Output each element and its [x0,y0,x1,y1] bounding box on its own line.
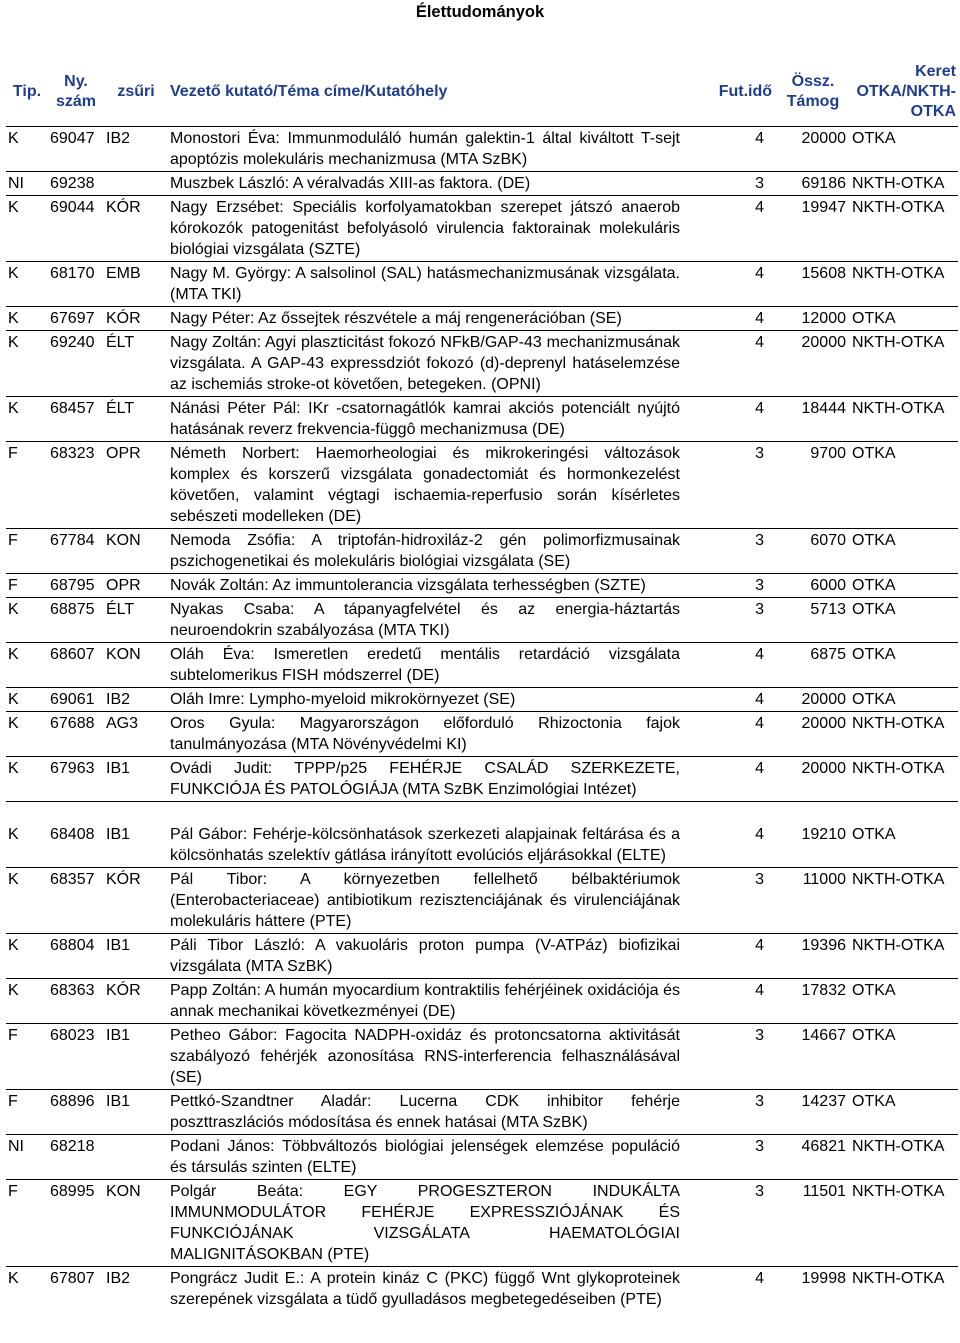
cell-total-support: 14667 [778,1024,848,1090]
cell-total-support: 20000 [778,688,848,712]
cell-budget: OTKA [848,643,958,688]
cell-duration: 4 [688,757,778,802]
cell-title: Novák Zoltán: Az immuntolerancia vizsgálata terhességben (SZTE) [168,574,688,598]
cell-number: 67697 [48,307,104,331]
cell-number: 69044 [48,196,104,262]
cell-type: K [6,196,48,262]
cell-total-support: 14237 [778,1090,848,1135]
cell-budget: NKTH-OTKA [848,1180,958,1267]
header-budget-line1: Keret [915,63,956,80]
cell-title: Ovádi Judit: TPPP/p25 FEHÉRJE CSALÁD SZERKEZETE, FUNKCIÓJA ÉS PATOLÓGIÁJA (MTA SzBK Enzimológiai Intézet) [168,757,688,802]
cell-type: K [6,331,48,397]
cell-zsuri: IB2 [104,1267,168,1312]
cell-number: 68995 [48,1180,104,1267]
cell-title: Nemoda Zsófia: A triptofán-hidroxiláz-2 gén polimorfizmusainak pszichogenetikai és molekuláris biológiai vizsgálata (SE) [168,529,688,574]
cell-budget: NKTH-OTKA [848,196,958,262]
cell-total-support: 20000 [778,331,848,397]
cell-zsuri: IB1 [104,802,168,868]
cell-title: Pettkó-Szandtner Aladár: Lucerna CDK inhibitor fehérje poszttraszlációs módosítása és ennek hatásai (MTA SzBK) [168,1090,688,1135]
cell-budget: NKTH-OTKA [848,1135,958,1180]
cell-number: 69238 [48,172,104,196]
cell-type: K [6,979,48,1024]
cell-duration: 4 [688,934,778,979]
cell-number: 68607 [48,643,104,688]
cell-budget: OTKA [848,1090,958,1135]
cell-type: NI [6,172,48,196]
table-row [6,262,958,307]
cell-type: K [6,598,48,643]
cell-number: 68457 [48,397,104,442]
cell-budget: NKTH-OTKA [848,1267,958,1312]
cell-duration: 3 [688,574,778,598]
cell-number: 69061 [48,688,104,712]
table-row [6,1267,958,1312]
cell-number: 69047 [48,127,104,172]
table-header-row [6,58,958,127]
table-row [6,688,958,712]
cell-budget: NKTH-OTKA [848,331,958,397]
cell-type: K [6,934,48,979]
cell-duration: 4 [688,1267,778,1312]
cell-type: K [6,643,48,688]
cell-duration: 4 [688,262,778,307]
cell-number: 67963 [48,757,104,802]
cell-zsuri: ÉLT [104,331,168,397]
cell-duration: 4 [688,196,778,262]
header-duration: Fut.idő [688,58,778,127]
cell-duration: 4 [688,397,778,442]
cell-title: Podani János: Többváltozós biológiai jelenségek elemzése populáció és társulás szinten (ELTE) [168,1135,688,1180]
cell-zsuri: KON [104,643,168,688]
cell-title: Pál Tibor: A környezetben fellelhető bélbaktériumok (Enterobacteriaceae) antibiotikum rezisztenciájának és virulenciájának molekuláris háttere (PTE) [168,868,688,934]
table-row [6,979,958,1024]
cell-number: 68170 [48,262,104,307]
header-number-line2: szám [55,93,97,110]
header-total-line2: Támog [786,93,840,110]
header-total-support [778,58,848,127]
cell-number: 68408 [48,802,104,868]
cell-duration: 4 [688,331,778,397]
cell-duration: 4 [688,127,778,172]
cell-title: Monostori Éva: Immunmoduláló humán galektin-1 által kiváltott T-sejt apoptózis molekuláris mechanizmusa (MTA SzBK) [168,127,688,172]
cell-zsuri: KÓR [104,307,168,331]
cell-zsuri: IB1 [104,1090,168,1135]
table-row [6,802,958,868]
cell-number: 68323 [48,442,104,529]
cell-duration: 3 [688,442,778,529]
cell-title: Nagy Péter: Az őssejtek részvétele a máj rengenerációban (SE) [168,307,688,331]
cell-title: Nagy M. György: A salsolinol (SAL) hatásmechanizmusának vizsgálata. (MTA TKI) [168,262,688,307]
cell-title: Oláh Éva: Ismeretlen eredetű mentális retardáció vizsgálata subtelomerikus FISH módszerrel (DE) [168,643,688,688]
header-number-line1: Ny. [64,73,88,90]
cell-total-support: 20000 [778,712,848,757]
cell-total-support: 11501 [778,1180,848,1267]
cell-title: Oros Gyula: Magyarországon előforduló Rhizoctonia fajok tanulmányozása (MTA Növényvédelmi KI) [168,712,688,757]
table-row [6,1024,958,1090]
cell-title: Németh Norbert: Haemorheologiai és mikrokeringési változások komplex és korszerű vizsgálata gonadectomiát és hormonkezelést követően, valamint végtagi ischaemia-reperfusio során kísérletes sebészeti modelleken (DE) [168,442,688,529]
cell-type: K [6,127,48,172]
cell-total-support: 20000 [778,127,848,172]
cell-number: 68875 [48,598,104,643]
cell-title: Nyakas Csaba: A tápanyagfelvétel és az energia-háztartás neuroendokrin szabályozása (MTA TKI) [168,598,688,643]
table-row [6,127,958,172]
cell-type: K [6,397,48,442]
cell-total-support: 19947 [778,196,848,262]
cell-budget: OTKA [848,688,958,712]
table-row [6,529,958,574]
cell-zsuri: IB1 [104,934,168,979]
cell-number: 68804 [48,934,104,979]
cell-zsuri: ÉLT [104,397,168,442]
cell-title: Nánási Péter Pál: IKr -csatornagátlók kamrai akciós potenciált nyújtó hatásának reverz frekvencia-függô mechanizmusa (DE) [168,397,688,442]
cell-duration: 4 [688,643,778,688]
cell-duration: 3 [688,172,778,196]
header-total-line1: Össz. [791,73,835,90]
cell-total-support: 19210 [778,802,848,868]
cell-total-support: 12000 [778,307,848,331]
cell-budget: OTKA [848,574,958,598]
cell-type: K [6,868,48,934]
cell-total-support: 18444 [778,397,848,442]
cell-total-support: 69186 [778,172,848,196]
table-body [6,127,958,1312]
cell-zsuri: OPR [104,574,168,598]
cell-zsuri [104,172,168,196]
table-row [6,1135,958,1180]
cell-type: K [6,307,48,331]
cell-zsuri: OPR [104,442,168,529]
table-row [6,934,958,979]
cell-number: 68218 [48,1135,104,1180]
cell-budget: NKTH-OTKA [848,172,958,196]
cell-title: Oláh Imre: Lympho-myeloid mikrokörnyezet (SE) [168,688,688,712]
cell-total-support: 9700 [778,442,848,529]
cell-duration: 4 [688,802,778,868]
cell-total-support: 19396 [778,934,848,979]
cell-budget: NKTH-OTKA [848,868,958,934]
cell-duration: 4 [688,688,778,712]
cell-zsuri: KON [104,529,168,574]
table-row [6,1090,958,1135]
cell-total-support: 6070 [778,529,848,574]
table-row [6,757,958,802]
cell-zsuri: IB2 [104,688,168,712]
cell-total-support: 17832 [778,979,848,1024]
cell-title: Páli Tibor László: A vakuoláris proton pumpa (V-ATPáz) biofizikai vizsgálata (MTA SzBK) [168,934,688,979]
table-row [6,1180,958,1267]
cell-type: K [6,712,48,757]
table-row [6,598,958,643]
cell-duration: 3 [688,1090,778,1135]
cell-zsuri: IB1 [104,1024,168,1090]
cell-duration: 3 [688,529,778,574]
cell-budget: NKTH-OTKA [848,397,958,442]
cell-number: 67807 [48,1267,104,1312]
cell-number: 69240 [48,331,104,397]
grants-table [6,58,958,1311]
table-row [6,172,958,196]
cell-type: NI [6,1135,48,1180]
cell-number: 68363 [48,979,104,1024]
table-row [6,397,958,442]
cell-budget: NKTH-OTKA [848,757,958,802]
table-row [6,574,958,598]
cell-zsuri: AG3 [104,712,168,757]
cell-total-support: 6000 [778,574,848,598]
table-row [6,196,958,262]
cell-total-support: 6875 [778,643,848,688]
cell-number: 67688 [48,712,104,757]
table-row [6,331,958,397]
table-row [6,868,958,934]
cell-budget: OTKA [848,802,958,868]
cell-number: 68795 [48,574,104,598]
cell-zsuri: KON [104,1180,168,1267]
cell-title: Polgár Beáta: EGY PROGESZTERON INDUKÁLTA IMMUNMODULÁTOR FEHÉRJE EXPRESSZIÓJÁNAK ÉS FUNKCIÓJÁNAK VIZSGÁLATA HAEMATOLÓGIAI MALIGNITÁSOKBAN (PTE) [168,1180,688,1267]
cell-zsuri: EMB [104,262,168,307]
cell-budget: NKTH-OTKA [848,712,958,757]
page-title: Élettudományok [415,3,545,21]
header-budget-line3: OTKA [910,103,956,120]
cell-duration: 3 [688,598,778,643]
cell-budget: OTKA [848,979,958,1024]
cell-duration: 3 [688,1180,778,1267]
cell-zsuri: IB2 [104,127,168,172]
cell-budget: OTKA [848,1024,958,1090]
cell-duration: 4 [688,979,778,1024]
cell-zsuri: KÓR [104,979,168,1024]
header-number [48,58,104,127]
cell-total-support: 46821 [778,1135,848,1180]
header-tip: Tip. [6,58,48,127]
cell-duration: 4 [688,307,778,331]
cell-total-support: 5713 [778,598,848,643]
cell-type: K [6,802,48,868]
cell-budget: NKTH-OTKA [848,934,958,979]
cell-type: K [6,262,48,307]
cell-zsuri: ÉLT [104,598,168,643]
cell-duration: 3 [688,1024,778,1090]
cell-title: Papp Zoltán: A humán myocardium kontraktilis fehérjéinek oxidációja és annak mechanikai következményei (DE) [168,979,688,1024]
cell-type: F [6,1090,48,1135]
cell-number: 68023 [48,1024,104,1090]
cell-zsuri [104,1135,168,1180]
cell-type: F [6,529,48,574]
cell-type: F [6,1024,48,1090]
cell-number: 68896 [48,1090,104,1135]
header-budget [848,58,958,127]
cell-budget: NKTH-OTKA [848,262,958,307]
cell-zsuri: KÓR [104,196,168,262]
cell-zsuri: KÓR [104,868,168,934]
cell-title: Nagy Zoltán: Agyi plaszticitást fokozó NFkB/GAP-43 mechanizmusának vizsgálata. A GAP-43 expressdziót fokozó (d)-deprenyl hatáselemzése az ischemiás stroke-ot követően, betegeken. (OPNI) [168,331,688,397]
cell-type: K [6,688,48,712]
cell-type: F [6,442,48,529]
cell-duration: 3 [688,868,778,934]
cell-type: F [6,1180,48,1267]
header-budget-line2: OTKA/NKTH- [856,83,956,100]
cell-title: Nagy Erzsébet: Speciális korfolyamatokban szerepet játszó anaerob kórokozók patogenitást befolyásoló virulencia faktorainak molekuláris biológiai vizsgálata (SZTE) [168,196,688,262]
cell-budget: OTKA [848,127,958,172]
cell-total-support: 20000 [778,757,848,802]
cell-type: F [6,574,48,598]
cell-budget: OTKA [848,529,958,574]
cell-budget: OTKA [848,598,958,643]
cell-duration: 4 [688,712,778,757]
cell-budget: OTKA [848,442,958,529]
cell-type: K [6,1267,48,1312]
cell-budget: OTKA [848,307,958,331]
header-title: Vezető kutató/Téma címe/Kutatóhely [168,58,688,127]
table-row [6,643,958,688]
cell-number: 67784 [48,529,104,574]
cell-title: Petheo Gábor: Fagocita NADPH-oxidáz és protoncsatorna aktivitását szabályozó fehérjék azonosítása RNS-interferencia felhasználásával (SE) [168,1024,688,1090]
table-row [6,442,958,529]
cell-title: Muszbek László: A véralvadás XIII-as faktora. (DE) [168,172,688,196]
table-row [6,307,958,331]
cell-total-support: 19998 [778,1267,848,1312]
cell-duration: 3 [688,1135,778,1180]
cell-type: K [6,757,48,802]
table-row [6,712,958,757]
header-zsuri: zsűri [104,58,168,127]
cell-total-support: 11000 [778,868,848,934]
cell-title: Pongrácz Judit E.: A protein kináz C (PKC) függő Wnt glykoproteinek szerepének vizsgálata a tüdő gyulladásos megbetegedéseiben (PTE) [168,1267,688,1312]
cell-number: 68357 [48,868,104,934]
cell-zsuri: IB1 [104,757,168,802]
cell-title: Pál Gábor: Fehérje-kölcsönhatások szerkezeti alapjainak feltárása és a kölcsönhatás szelektív gátlása irányított evolúciós eljárásokkal (ELTE) [168,802,688,868]
cell-total-support: 15608 [778,262,848,307]
